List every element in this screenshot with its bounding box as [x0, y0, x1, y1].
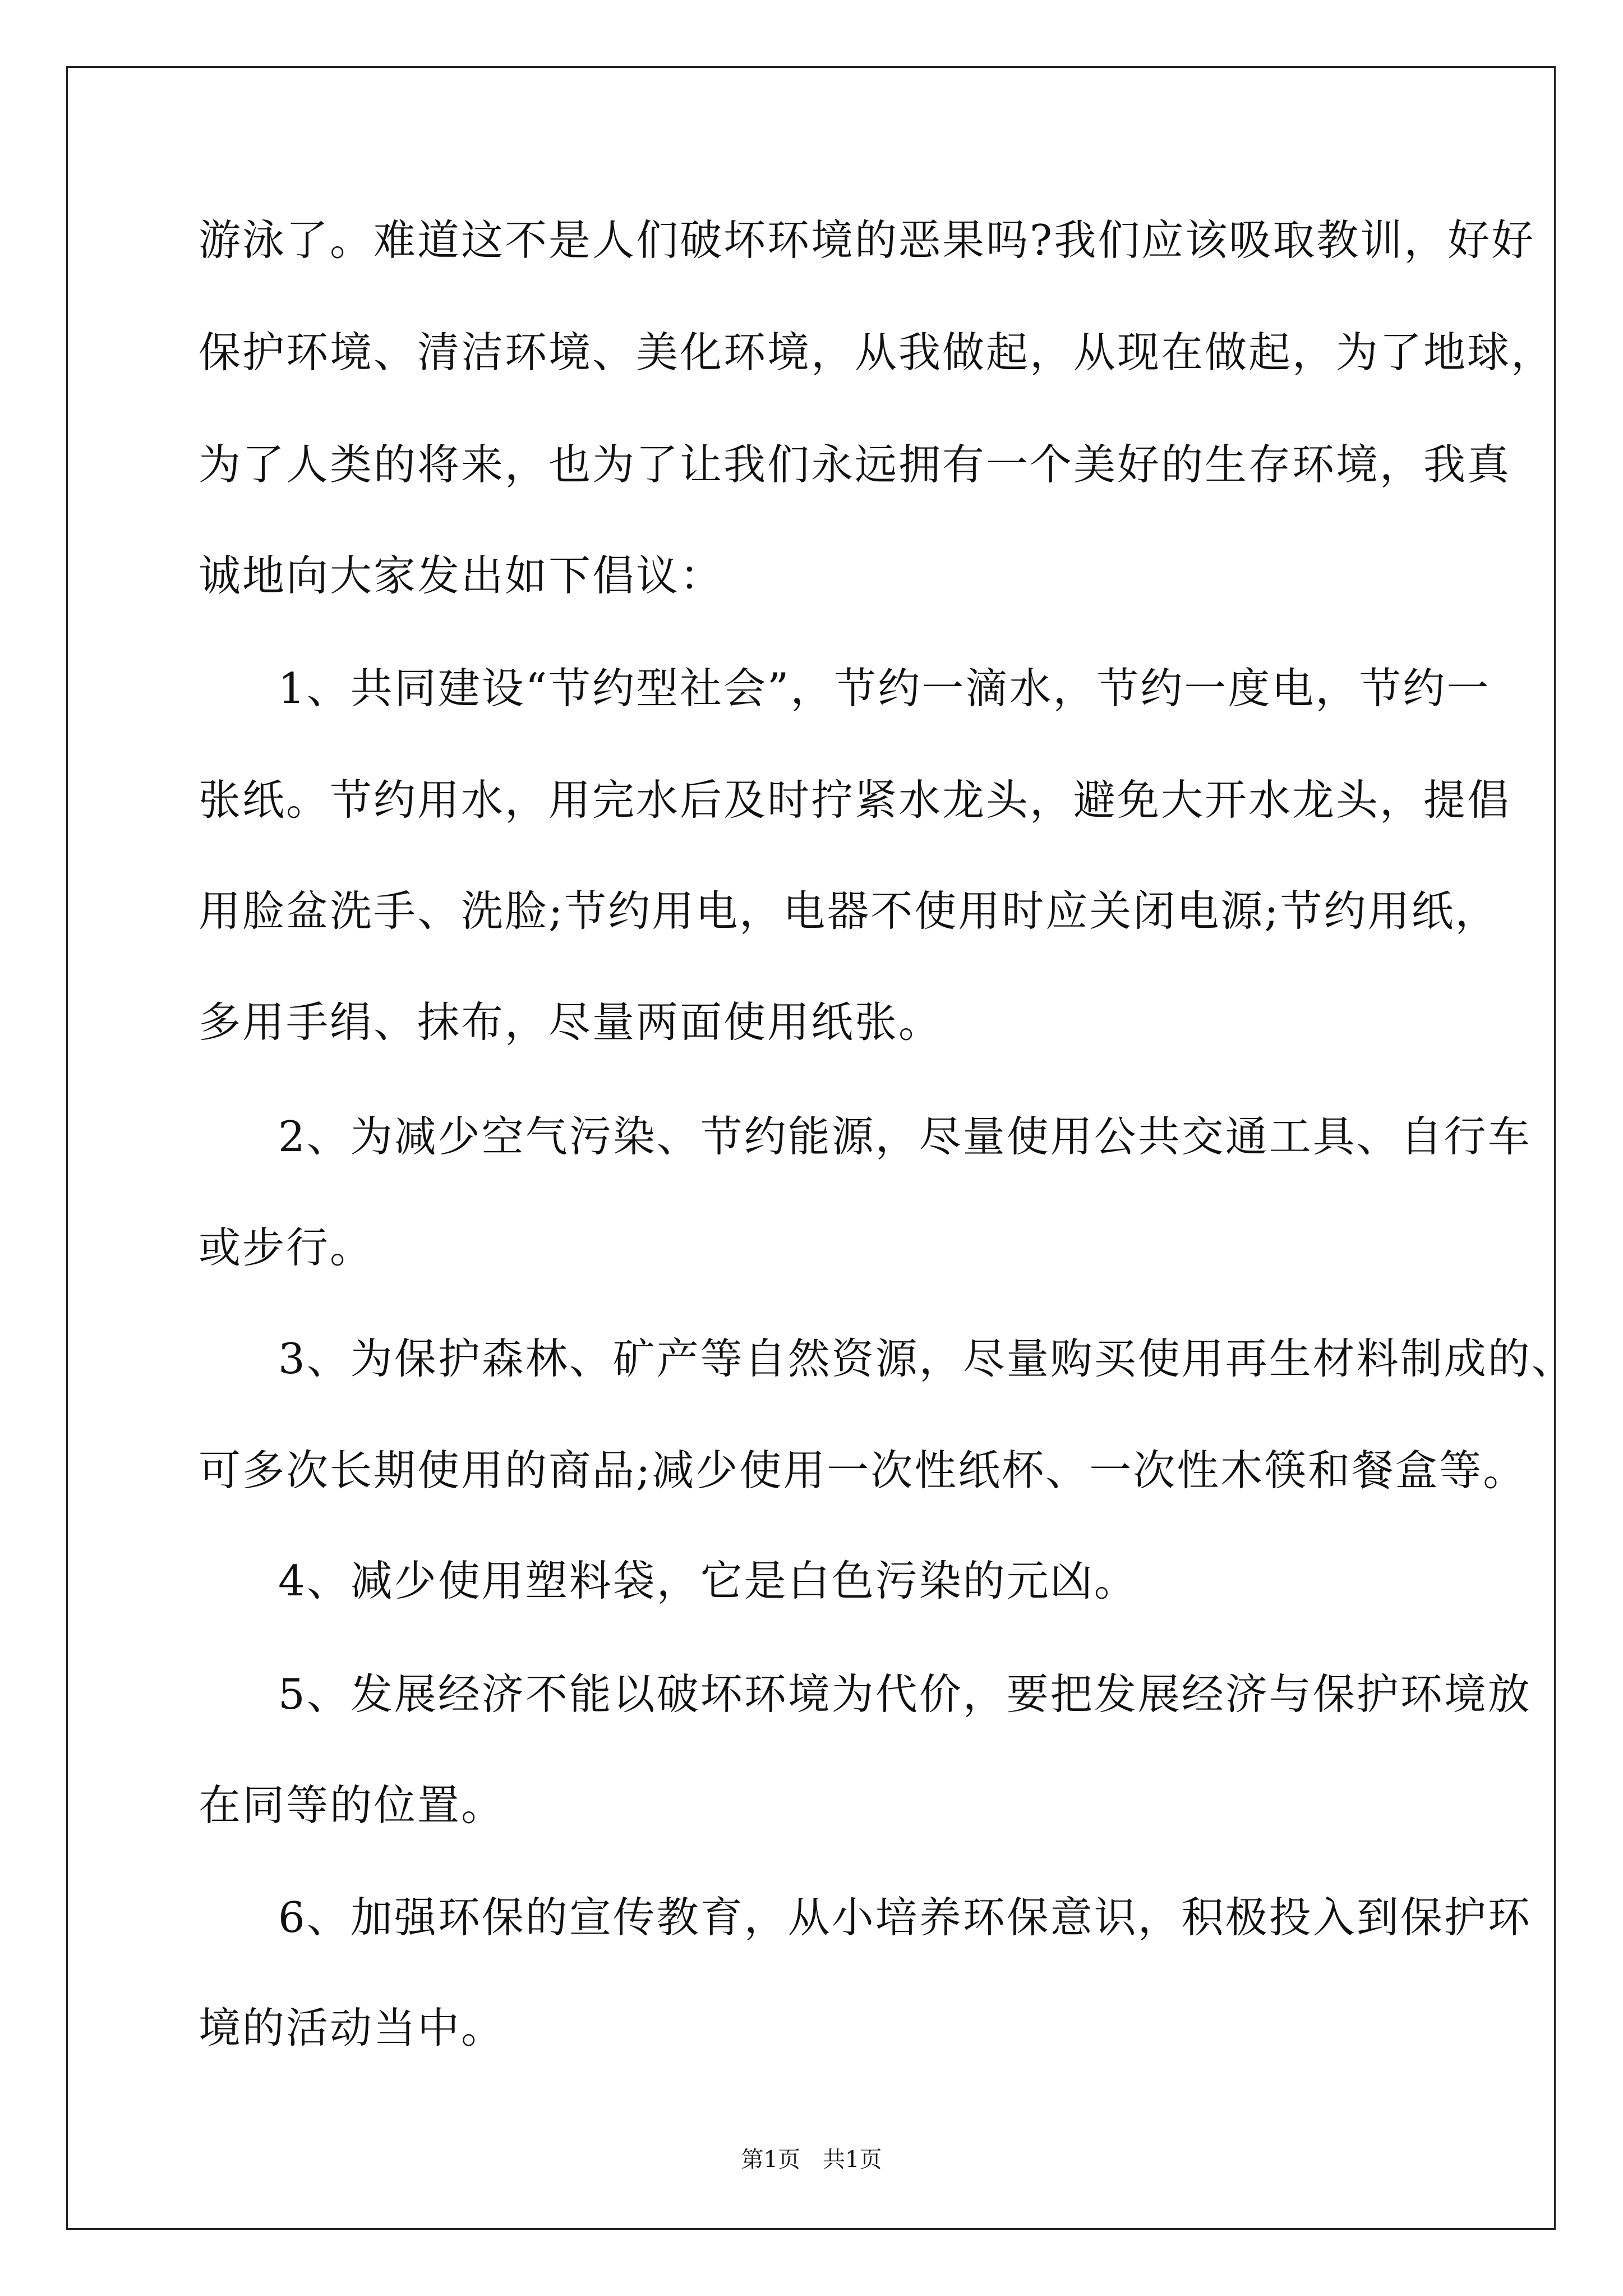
text-line: 诚地向大家发出如下倡议：: [199, 551, 724, 600]
page-footer: 第1页 共1页: [741, 2147, 882, 2173]
text-line: 保护环境、清洁环境、美化环境，从我做起，从现在做起，为了地球，: [199, 328, 1555, 377]
text-line: 用脸盆洗手、洗脸;节约用电，电器不使用时应关闭电源;节约用纸，: [199, 886, 1499, 936]
text-line: 在同等的位置。: [199, 1780, 505, 1830]
paragraph-3-first-line: 3、为保护森林、矿产等自然资源，尽量购买使用再生材料制成的、: [278, 1334, 1575, 1383]
paragraph-1-first-line: 1、共同建设“节约型社会”，节约一滴水，节约一度电，节约一: [278, 664, 1491, 713]
text-line: 境的活动当中。: [199, 2003, 505, 2053]
text-line: 或步行。: [199, 1223, 374, 1272]
text-line: 为了人类的将来，也为了让我们永远拥有一个美好的生存环境，我真: [199, 440, 1511, 489]
text-line: 可多次长期使用的商品;减少使用一次性纸杯、一次性木筷和餐盒等。: [199, 1446, 1527, 1495]
text-line: 游泳了。难道这不是人们破坏环境的恶果吗?我们应该吸取教训，好好: [199, 215, 1536, 265]
paragraph-2-first-line: 2、为减少空气污染、节约能源，尽量使用公共交通工具、自行车: [278, 1112, 1532, 1161]
text-line: 多用手绢、抹布，尽量两面使用纸张。: [199, 997, 943, 1047]
paragraph-6-first-line: 6、加强环保的宣传教育，从小培养环保意识，积极投入到保护环: [278, 1893, 1532, 1942]
paragraph-4-first-line: 4、减少使用塑料袋，它是白色污染的元凶。: [278, 1556, 1138, 1605]
paragraph-5-first-line: 5、发展经济不能以破坏环境为代价，要把发展经济与保护环境放: [278, 1669, 1532, 1719]
text-line: 张纸。节约用水，用完水后及时拧紧水龙头，避免大开水龙头，提倡: [199, 775, 1511, 825]
